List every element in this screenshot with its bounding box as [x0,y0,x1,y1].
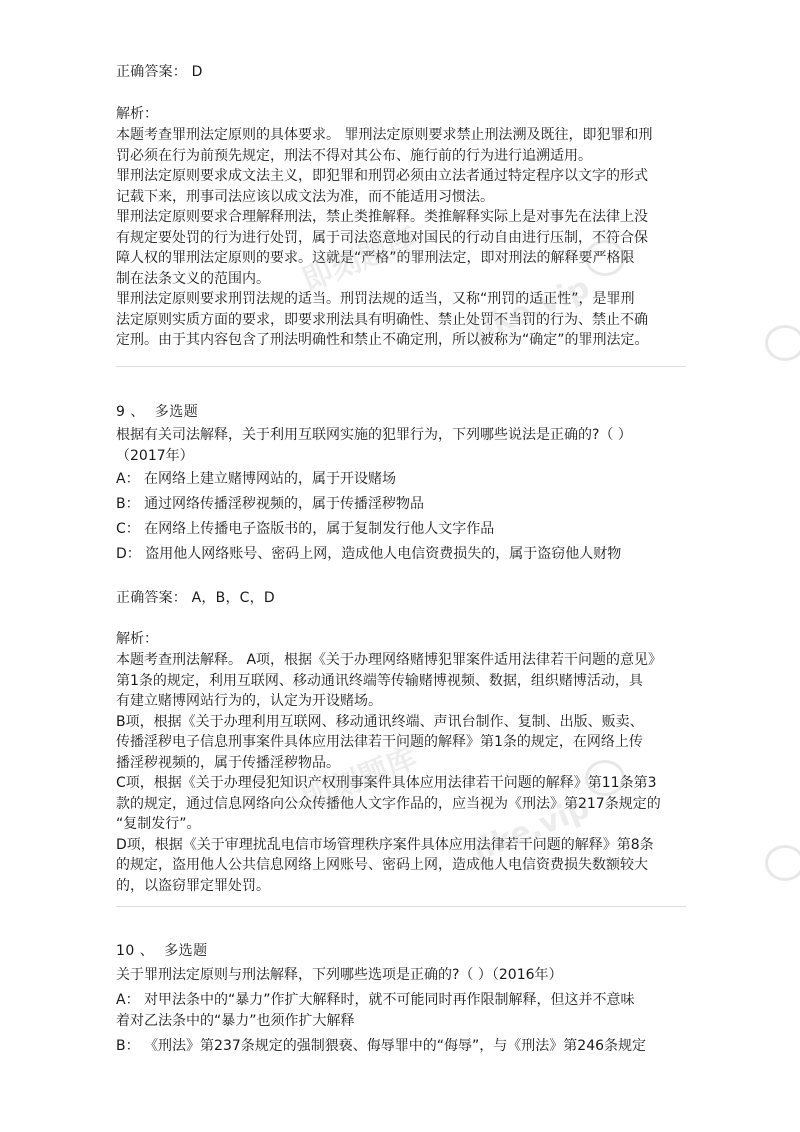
watermark-text: 即刻题库 [297,740,422,819]
q9-answer [116,588,686,609]
analysis-line: 罪刑法定原则要求成文法主义，即犯罪和刑罚必须由立法者通过特定程序以文字的形式 [116,168,648,184]
q9-options [116,469,686,565]
option-a [116,469,686,490]
watermark-logo-icon [765,845,800,881]
option-text: 对甲法条中的“暴力”作扩大解释时，就不可能同时再作限制解释，但这并不意味 [144,992,635,1008]
watermark-text: jike.vip [467,270,595,349]
q10-stem [116,965,686,986]
option-key: A： [116,992,140,1008]
option-key: C： [116,521,140,537]
analysis-line: 本题考查刑法解释。 A项，根据《关于办理网络赌博犯罪案件适用法律若干问题的意见》 [116,652,663,668]
divider [116,366,686,367]
option-key: D： [116,546,141,562]
analysis-line: “复制发行”。 [116,816,201,832]
analysis-line: 播淫秽视频的，属于传播淫秽物品。 [116,754,340,771]
analysis-line: 的规定，盗用他人公共信息网络上网账号、密码上网，造成他人电信资费损失数额较大 [116,857,648,873]
analysis-line: 有建立赌博网站行为的，认定为开设赌场。 [116,693,382,709]
q10-header [116,941,686,962]
option-text: 在网络上传播电子盗版书的，属于复制发行他人文字作品 [144,521,495,537]
option-a-continued: 着对乙法条中的“暴力”也须作扩大解释 [116,1012,355,1029]
analysis-line: 第1条的规定，利用互联网、移动通讯终端等传输赌博视频、数据，组织赌博活动，具 [116,672,643,689]
watermark-text: 即刻题库 [297,220,422,299]
analysis-line: 本题考查罪刑法定原则的具体要求。 罪刑法定原则要求禁止刑法溯及既往，即犯罪和刑 [116,127,653,143]
analysis-line: 障人权的罪刑法定原则的要求。这就是“严格”的罪刑法定，即对刑法的解释要严格限 [116,250,635,266]
option-a [116,990,686,1011]
question-stem-line: （2017年） [116,447,194,464]
q9-analysis [116,650,686,896]
prev-answer [116,62,686,83]
prev-analysis [116,125,686,351]
option-text: 盗用他人网络账号、密码上网，造成他人电信资费损失的，属于盗窃他人财物 [145,546,622,562]
analysis-line: D项，根据《关于审理扰乱电信市场管理秩序案件具体应用法律若干问题的解释》第8条 [116,836,654,853]
option-b [116,494,686,515]
question-type: 多选题 [164,943,208,959]
answer-label: 正确答案： [116,64,187,80]
question-number: 10 、 [116,943,155,959]
analysis-line: 罪刑法定原则要求刑罚法规的适当。刑罚法规的适当，又称“刑罚的适正性”，是罪刑 [116,291,635,307]
q9-header [116,402,686,423]
divider [116,906,686,907]
prev-analysis-label: 解析： [116,106,158,122]
answer-label: 正确答案： [116,590,187,606]
question-stem-line: 关于罪刑法定原则与刑法解释，下列哪些选项是正确的?（ ）（2016年） [116,967,563,983]
analysis-line: 定刑。由于其内容包含了刑法明确性和禁止不确定刑，所以被称为“确定”的罪刑法定。 [116,332,649,348]
question-number: 9 、 [116,404,145,420]
q9-analysis-label: 解析： [116,631,158,647]
option-d [116,544,686,565]
analysis-line: 罚必须在行为前预先规定，刑法不得对其公布、施行前的行为进行追溯适用。 [116,147,592,164]
analysis-line: 传播淫秽电子信息刑事案件具体应用法律若干问题的解释》第1条的规定，在网络上传 [116,734,643,750]
analysis-line: 法定原则实质方面的要求，即要求刑法具有明确性、禁止处罚不当罚的行为、禁止不确 [116,311,648,328]
analysis-line: 的，以盗窃罪定罪处罚。 [116,877,270,894]
analysis-line: 制在法条文义的范围内。 [116,270,270,287]
watermark-text: jike.vip [467,790,595,869]
analysis-line: 记载下来，刑事司法应该以成文法为准，而不能适用习惯法。 [116,188,494,205]
option-c [116,519,686,540]
option-text: 通过网络传播淫秽视频的，属于传播淫秽物品 [144,496,425,512]
question-stem-line: 根据有关司法解释，关于利用互联网实施的犯罪行为，下列哪些说法是正确的?（ ） [116,427,632,443]
option-text: 《刑法》第237条规定的强制猥亵、侮辱罪中的“侮辱”，与《刑法》第246条规定 [144,1037,647,1054]
option-key: B： [116,496,140,512]
question-type: 多选题 [154,404,199,420]
analysis-line: C项，根据《关于办理侵犯知识产权刑事案件具体应用法律若干问题的解释》第11条第3 [116,775,657,791]
watermark-logo-icon [765,325,800,361]
option-b [116,1036,686,1057]
answer-value: D [191,64,203,80]
analysis-line: 有规定要处罚的行为进行处罚，属于司法恣意地对国民的行动自由进行压制，不符合保 [116,229,648,246]
analysis-line: 款的规定，通过信息网络向公众传播他人文字作品的，应当视为《刑法》第217条规定的 [116,795,661,812]
option-key: A： [116,471,140,487]
option-key: B： [116,1037,140,1054]
q9-stem [116,425,686,466]
analysis-line: 罪刑法定原则要求合理解释刑法，禁止类推解释。类推解释实际上是对事先在法律上没 [116,209,648,225]
q10-options [116,990,686,1056]
answer-value: A，B，C，D [191,590,275,606]
analysis-line: B项，根据《关于办理利用互联网、移动通讯终端、声讯台制作、复制、出版、贩卖、 [116,713,644,730]
option-text: 在网络上建立赌博网站的，属于开设赌场 [144,471,397,487]
